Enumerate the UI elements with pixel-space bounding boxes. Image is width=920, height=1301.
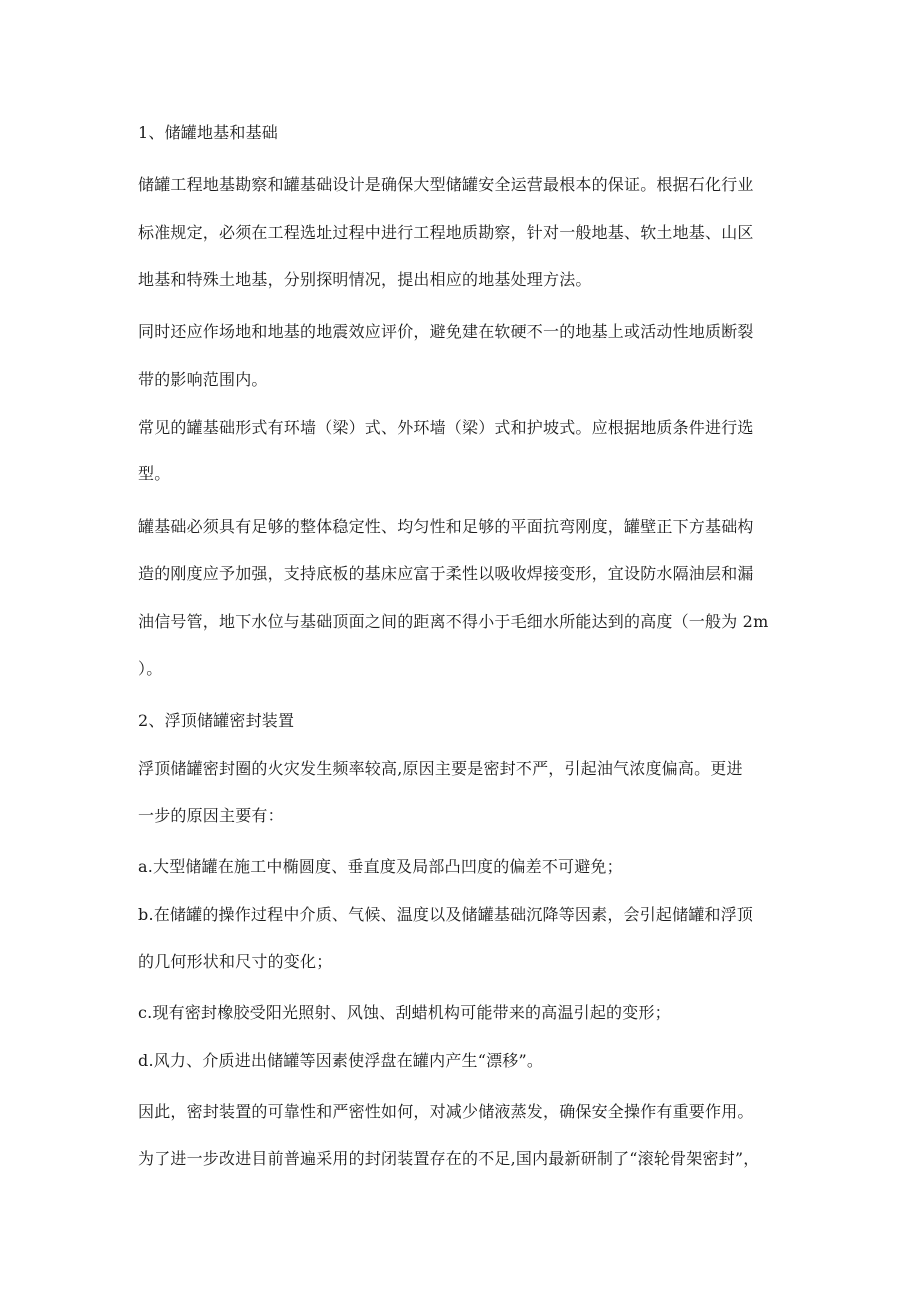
list-item: d.风力、介质进出储罐等因素使浮盘在罐内产生“漂移”。 (138, 1051, 544, 1070)
text-line: 浮顶储罐密封圈的火灾发生频率较高,原因主要是密封不严，引起油气浓度偏高。更进 (138, 759, 743, 778)
text-line: 因此，密封装置的可靠性和严密性如何，对减少储液蒸发，确保安全操作有重要作用。 (138, 1102, 754, 1121)
text-line: 地基和特殊土地基，分别探明情况，提出相应的地基处理方法。 (138, 270, 592, 289)
text-line: 造的刚度应予加强，支持底板的基床应富于柔性以吸收焊接变形，宜设防水隔油层和漏 (138, 564, 754, 583)
list-item: a.大型储罐在施工中椭圆度、垂直度及局部凸凹度的偏差不可避免； (138, 857, 623, 876)
list-item: 的几何形状和尺寸的变化； (138, 952, 333, 971)
text-line: 一步的原因主要有： (138, 806, 284, 825)
text-line: 型。 (138, 464, 171, 483)
list-item: c.现有密封橡胶受阳光照射、风蚀、刮蜡机构可能带来的高温引起的变形； (138, 1003, 671, 1022)
list-item: b.在储罐的操作过程中介质、气候、温度以及储罐基础沉降等因素，会引起储罐和浮顶 (138, 905, 754, 924)
text-line: 为了进一步改进目前普遍采用的封闭装置存在的不足,国内最新研制了“滚轮骨架密封”， (138, 1149, 760, 1168)
section-heading: 2、浮顶储罐密封装置 (138, 711, 295, 730)
text-line: 常见的罐基础形式有环墙（梁）式、外环墙（梁）式和护坡式。应根据地质条件进行选 (138, 418, 754, 437)
section-heading: 1、储罐地基和基础 (138, 123, 278, 142)
text-line: ）。 (138, 659, 163, 678)
text-line: 标准规定，必须在工程选址过程中进行工程地质勘察，针对一般地基、软土地基、山区 (138, 223, 754, 242)
text-line: 罐基础必须具有足够的整体稳定性、均匀性和足够的平面抗弯刚度，罐壁正下方基础构 (138, 517, 754, 536)
text-line: 储罐工程地基勘察和罐基础设计是确保大型储罐安全运营最根本的保证。根据石化行业 (138, 175, 754, 194)
text-line: 带的影响范围内。 (138, 370, 268, 389)
text-line: 油信号管，地下水位与基础顶面之间的距离不得小于毛细水所能达到的高度（一般为 2m (138, 612, 769, 631)
text-line: 同时还应作场地和地基的地震效应评价，避免建在软硬不一的地基上或活动性地质断裂 (138, 322, 754, 341)
